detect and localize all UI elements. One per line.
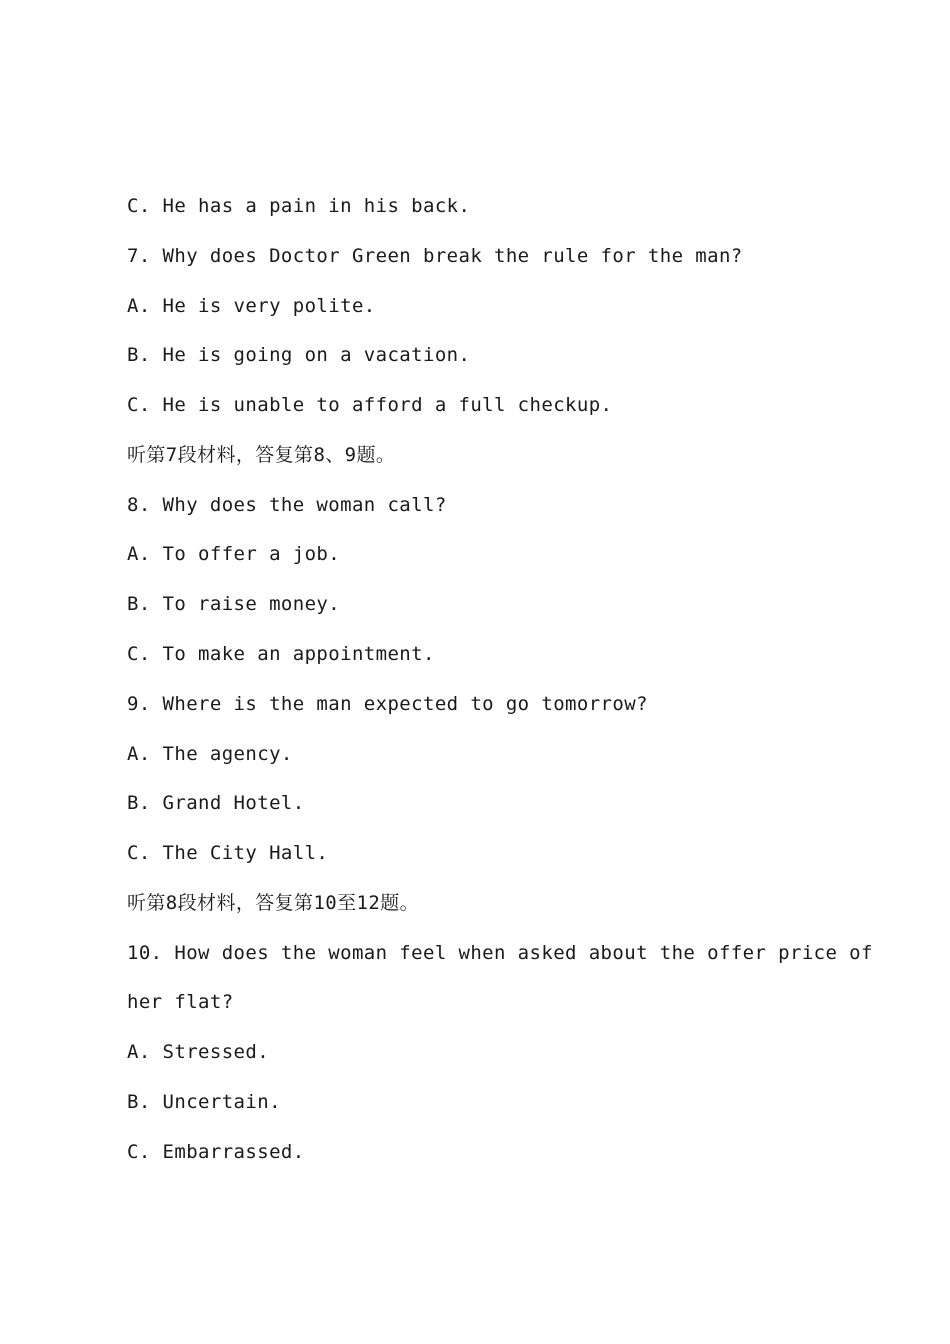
option-9c: C. The City Hall. [127,842,329,864]
option-10c: C. Embarrassed. [127,1141,305,1163]
option-7b: B. He is going on a vacation. [127,344,471,366]
option-8c: C. To make an appointment. [127,643,435,665]
question-10-continued: her flat? [127,991,234,1013]
option-9a: A. The agency. [127,743,293,765]
section-heading-8: 听第8段材料，答复第10至12题。 [127,892,419,914]
option-9b: B. Grand Hotel. [127,792,305,814]
question-10: 10. How does the woman feel when asked about the offer price of [127,942,873,964]
option-7a: A. He is very polite. [127,295,376,317]
option-10a: A. Stressed. [127,1041,270,1063]
option-6c: C. He has a pain in his back. [127,195,471,217]
question-8: 8. Why does the woman call? [127,494,447,516]
option-8b: B. To raise money. [127,593,341,615]
section-heading-7: 听第7段材料，答复第8、9题。 [127,444,396,466]
question-7: 7. Why does Doctor Green break the rule for the man? [127,245,743,267]
option-8a: A. To offer a job. [127,543,341,565]
option-7c: C. He is unable to afford a full checkup. [127,394,613,416]
question-9: 9. Where is the man expected to go tomorrow? [127,693,648,715]
option-10b: B. Uncertain. [127,1091,281,1113]
